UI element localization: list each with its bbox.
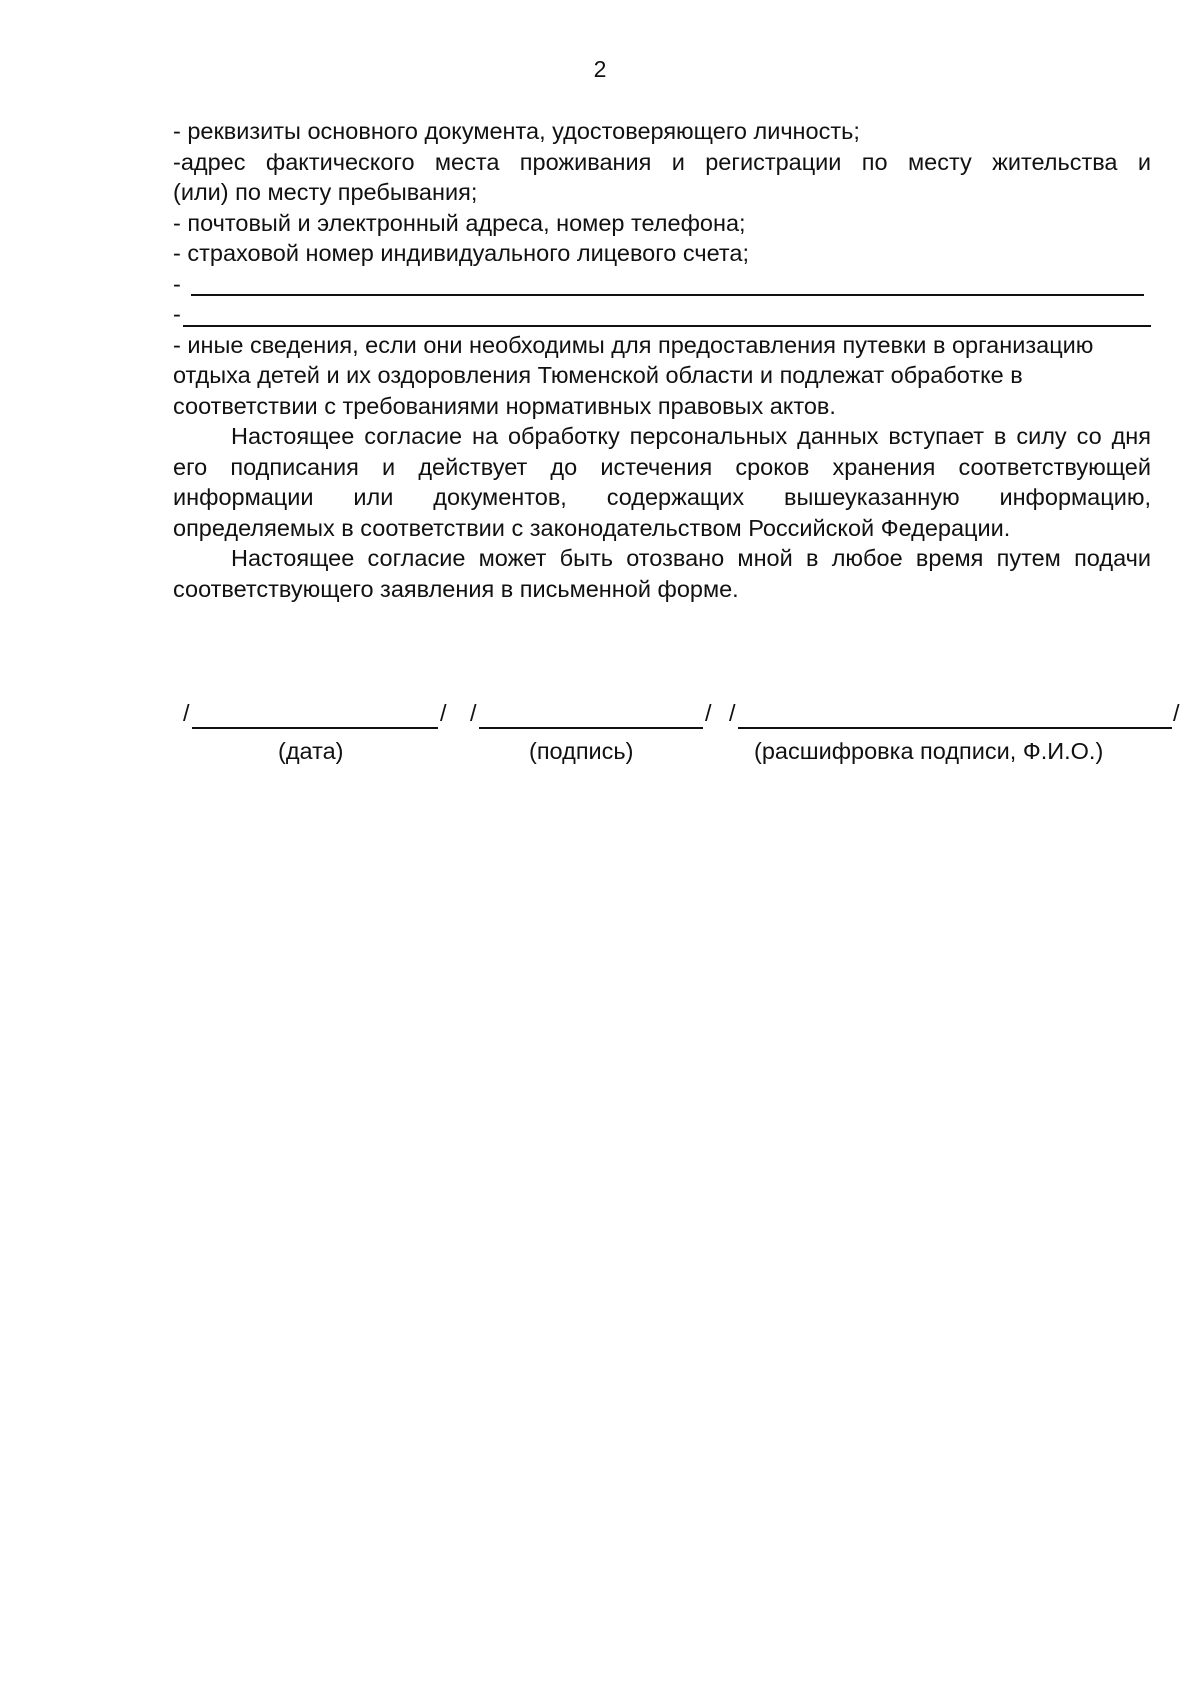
blank-field-row-2[interactable] [173, 299, 1151, 330]
paragraph-other-info: - иные сведения, если они необходимы для предоставления путевки в организацию отдыха детей и их оздоровления Тюменской области и подлежат обработке в соответствии с требованиями нормативных правовых актов. [173, 331, 1094, 419]
line-postal-email-phone: - почтовый и электронный адреса, номер телефона; [173, 209, 746, 236]
blank-field-underline [183, 325, 1151, 327]
blank-field-dash: - [173, 301, 181, 327]
slash-divider: / [470, 700, 477, 726]
slash-divider: / [440, 700, 447, 726]
slash-divider: / [183, 700, 190, 726]
slash-divider: / [705, 700, 712, 726]
blank-field-underline [191, 294, 1144, 296]
name-caption: (расшифровка подписи, Ф.И.О.) [754, 738, 1104, 764]
line-insurance-number: - страховой номер индивидуального лицевого счета; [173, 240, 750, 266]
page-number: 2 [593, 56, 607, 82]
signature-caption: (подпись) [529, 738, 634, 764]
line-document-details: - реквизиты основного документа, удостоверяющего личность; [173, 118, 860, 144]
consent-body [173, 116, 1151, 604]
line-residence-address: -адрес фактического места проживания и регистрации по месту жительства и [173, 148, 1151, 175]
line-residence-continued: (или) по месту пребывания; [173, 179, 478, 205]
date-field[interactable] [192, 727, 438, 729]
slash-divider: / [1173, 700, 1180, 726]
blank-field-dash: - [173, 270, 181, 297]
slash-divider: / [729, 700, 736, 726]
paragraph-validity: Настоящее согласие на обработку персональных данных вступает в силу со дня его подписания и действует до истечения сроков хранения соответствующей информации или документов, содержащих вышеуказанную информацию, определяемых в соответствии с законодательством Российской Федерации. [173, 423, 1151, 541]
signature-row [183, 700, 1183, 730]
full-name-field[interactable] [738, 727, 1172, 729]
blank-field-row-1[interactable] [173, 269, 1151, 300]
paragraph-revocation: Настоящее согласие может быть отозвано мной в любое время путем подачи соответствующего заявления в письменной форме. [173, 545, 1151, 602]
date-caption: (дата) [278, 738, 344, 764]
signature-field[interactable] [479, 727, 703, 729]
